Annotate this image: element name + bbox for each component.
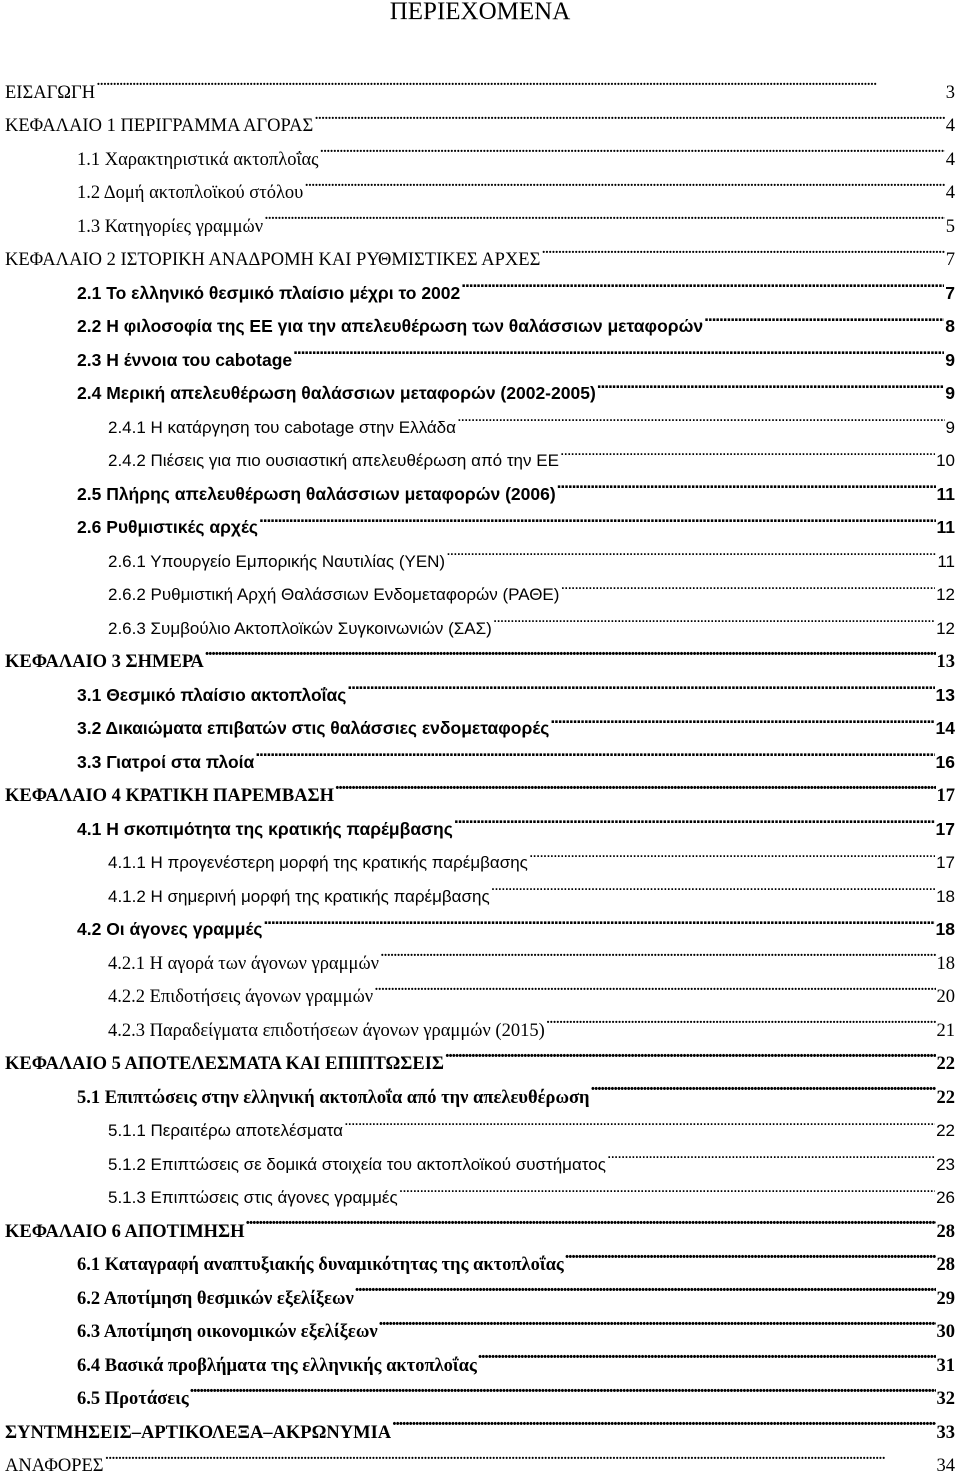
dot-leader [565,1237,936,1271]
toc-entry-label: 2.6.3 Συμβούλιο Ακτοπλοϊκών Συγκοινωνιών (ΣΑΣ) [108,618,492,638]
toc-entry-label: 6.2 Αποτίμηση θεσμικών εξελίξεων [77,1288,354,1309]
dot-leader [392,1404,935,1438]
dot-leader [560,433,935,467]
toc-entry-page: 7 [945,282,955,303]
toc-entry-label: 4.2.2 Επιδοτήσεις άγονων γραμμών [108,987,374,1007]
toc-entry-page: 9 [945,383,955,403]
toc-entry-page: 13 [936,652,955,672]
toc-entry-page: 11 [936,483,955,504]
toc-entry-label: 5.1.1 Περαιτέρω αποτελέσματα [108,1121,343,1140]
toc-entry-page: 22 [936,1054,955,1074]
toc-entry-page: 34 [936,1456,955,1476]
toc-entry-label: 3.1 Θεσμικό πλαίσιο ακτοπλοΐας [77,684,347,705]
toc-entry-page: 31 [936,1355,955,1376]
toc-entry-page: 7 [945,250,955,270]
toc-entry-page: 17 [936,853,955,872]
toc-entry-label: ΣΥΝΤΜΗΣΕΙΣ–ΑΡΤΙΚΟΛΕΞΑ–ΑΚΡΩΝΥΜΙΑ [5,1422,392,1443]
dot-leader [347,667,934,701]
toc-entry-page: 23 [936,1154,955,1174]
toc-entry-page: 16 [935,751,955,772]
dot-leader [704,299,944,333]
toc-entry-page: 21 [936,1020,955,1041]
toc-entry-label: 1.2 Δομή ακτοπλοϊκού στόλου [77,183,304,203]
toc-entry-page: 4 [945,116,955,136]
toc-entry-page: 28 [936,1255,955,1275]
toc-entry-label: 2.1 Το ελληνικό θεσμικό πλαίσιο μέχρι το 2002 [77,282,461,303]
dot-leader [457,399,945,433]
toc-entry-page: 29 [936,1288,955,1309]
toc-entry-page: 17 [935,818,955,839]
toc-entry-label: 2.4.1 Η κατάργηση του cabotage στην Ελλάδα [108,417,456,437]
dot-leader [478,1337,936,1371]
toc-entry-page: 22 [936,1087,955,1108]
dot-leader [445,1036,936,1070]
toc-entry-page: 9 [945,349,955,370]
dot-leader [190,1371,936,1405]
toc-entry-page: 9 [945,417,955,437]
toc-entry-page: 5 [945,216,955,237]
toc-entry-label: 2.6 Ρυθμιστικές αρχές [77,517,258,537]
dot-leader [259,500,936,534]
dot-leader [557,466,936,500]
toc-entry[interactable] [5,64,955,103]
dot-leader [454,801,935,835]
toc-entry[interactable] [5,1438,955,1476]
toc-entry-page: 12 [936,618,955,638]
dot-leader [96,64,945,98]
toc-entry-page: 11 [936,517,955,537]
toc-entry-label: ΚΕΦΑΛΑΙΟ 1 ΠΕΡΙΓΡΑΜΜΑ ΑΓΟΡΑΣ [5,116,314,136]
toc-entry-label: 2.5 Πλήρης απελευθέρωση θαλάσσιων μεταφορών (2006) [77,483,556,504]
toc-entry-page: 4 [945,149,955,170]
toc-entry-label: 6.3 Αποτίμηση οικονομικών εξελίξεων [77,1322,378,1342]
toc-entry-label: 6.4 Βασικά προβλήματα της ελληνικής ακτοπλοΐας [77,1355,477,1376]
dot-leader [293,332,944,366]
toc-entry-page: 10 [936,451,955,470]
toc-entry-label: 2.6.1 Υπουργείο Εμπορικής Ναυτιλίας (ΥΕΝ) [108,551,446,571]
toc-entry-page: 33 [936,1422,955,1443]
dot-leader [314,98,945,132]
toc-entry-label: ΚΕΦΑΛΑΙΟ 6 ΑΠΟΤΙΜΗΣΗ [5,1221,245,1242]
toc-entry-page: 28 [936,1221,955,1242]
toc-entry-label: 6.5 Προτάσεις [77,1389,189,1409]
toc-entry-page: 32 [936,1389,955,1409]
page-title: ΠΕΡΙΕΧΟΜΕΝΑ [389,0,571,25]
toc-entry-label: ΚΕΦΑΛΑΙΟ 4 ΚΡΑΤΙΚΗ ΠΑΡΕΜΒΑΣΗ [5,786,335,806]
dot-leader [546,1002,936,1036]
dot-leader [560,567,935,601]
toc-entry-label: 4.2.1 Η αγορά των άγονων γραμμών [108,953,380,974]
dot-leader [335,768,935,802]
toc-entry-page: 18 [936,953,955,974]
dot-leader [264,198,945,232]
dot-leader [550,701,934,735]
toc-entry-label: 4.2 Οι άγονες γραμμές [77,919,263,939]
dot-leader [607,1136,935,1170]
toc-entry-page: 26 [936,1188,955,1207]
toc-entry-label: 4.1.2 Η σημερινή μορφή της κρατικής παρέμβασης [108,886,490,906]
dot-leader [591,1069,936,1103]
toc-entry-page: 3 [945,82,955,103]
toc-entry-label: 5.1 Επιπτώσεις στην ελληνική ακτοπλοΐα από την απελευθέρωση [77,1087,590,1108]
toc-entry-page: 8 [945,316,955,336]
toc-entry-label: 5.1.2 Επιπτώσεις σε δομικά στοιχεία του ακτοπλοϊκού συστήματος [108,1154,606,1174]
toc-entry-label: ΚΕΦΑΛΑΙΟ 3 ΣΗΜΕΡΑ [5,652,204,672]
dot-leader [355,1270,936,1304]
toc-entry-label: 4.1 Η σκοπιμότητα της κρατικής παρέμβασης [77,818,453,839]
toc-entry-label: 1.3 Κατηγορίες γραμμών [77,216,264,237]
dot-leader [446,533,936,567]
dot-leader [399,1170,935,1204]
toc-entry-label: 5.1.3 Επιπτώσεις στις άγονες γραμμές [108,1188,398,1207]
dot-leader [529,835,935,869]
dot-leader [263,902,934,936]
toc-entry-page: 14 [935,718,955,738]
toc-entry-label: 1.1 Χαρακτηριστικά ακτοπλοΐας [77,149,319,170]
toc-entry-label: 3.2 Δικαιώματα επιβατών στις θαλάσσιες ενδομεταφορές [77,718,550,738]
toc-entry-page: 12 [936,585,955,604]
toc-entry-label: 4.1.1 Η προγενέστερη μορφή της κρατικής παρέμβασης [108,853,528,872]
dot-leader [205,634,936,668]
table-of-contents [5,64,955,1476]
dot-leader [491,868,935,902]
toc-entry-label: 2.4.2 Πιέσεις για πιο ουσιαστική απελευθέρωση από την ΕΕ [108,451,559,470]
dot-leader [304,165,944,199]
toc-entry-label: ΑΝΑΦΟΡΕΣ [5,1456,104,1476]
dot-leader [380,935,935,969]
toc-entry-page: 18 [935,919,955,939]
dot-leader [597,366,944,400]
dot-leader [493,600,935,634]
toc-entry-label: 4.2.3 Παραδείγματα επιδοτήσεων άγονων γραμμών (2015) [108,1020,545,1041]
toc-entry-label: ΚΕΦΑΛΑΙΟ 2 ΙΣΤΟΡΙΚΗ ΑΝΑΔΡΟΜΗ ΚΑΙ ΡΥΘΜΙΣΤΙΚΕΣ ΑΡΧΕΣ [5,250,541,270]
dot-leader [255,734,934,768]
toc-entry-page: 13 [935,684,955,705]
dot-leader [320,131,945,165]
toc-entry-label: 3.3 Γιατροί στα πλοία [77,751,255,772]
toc-entry-page: 20 [936,987,955,1007]
toc-entry-label: 2.3 Η έννοια του cabotage [77,349,293,370]
dot-leader [344,1103,935,1137]
dot-leader [105,1438,936,1472]
toc-entry-label: ΕΙΣΑΓΩΓΗ [5,82,96,103]
toc-entry-page: 17 [936,786,955,806]
toc-entry-label: 2.6.2 Ρυθμιστική Αρχή Θαλάσσιων Ενδομεταφορών (ΡΑΘΕ) [108,585,560,604]
dot-leader [461,265,944,299]
toc-entry-label: 2.4 Μερική απελευθέρωση θαλάσσιων μεταφορών (2002-2005) [77,383,596,403]
toc-entry-label: ΚΕΦΑΛΑΙΟ 5 ΑΠΟΤΕΛΕΣΜΑΤΑ ΚΑΙ ΕΠΙΠΤΩΣΕΙΣ [5,1054,444,1074]
toc-entry[interactable] [5,98,955,136]
dot-leader [541,232,944,266]
toc-entry-page: 30 [936,1322,955,1342]
toc-entry-label: 6.1 Καταγραφή αναπτυξιακής δυναμικότητας της ακτοπλοΐας [77,1255,564,1275]
toc-entry-page: 22 [936,1121,955,1140]
dot-leader [379,1304,936,1338]
dot-leader [246,1203,936,1237]
toc-entry-page: 4 [945,183,955,203]
toc-entry-page: 18 [936,886,955,906]
toc-entry-page: 11 [937,551,955,571]
dot-leader [374,969,935,1003]
toc-entry-label: 2.2 Η φιλοσοφία της ΕΕ για την απελευθέρωση των θαλάσσιων μεταφορών [77,316,704,336]
